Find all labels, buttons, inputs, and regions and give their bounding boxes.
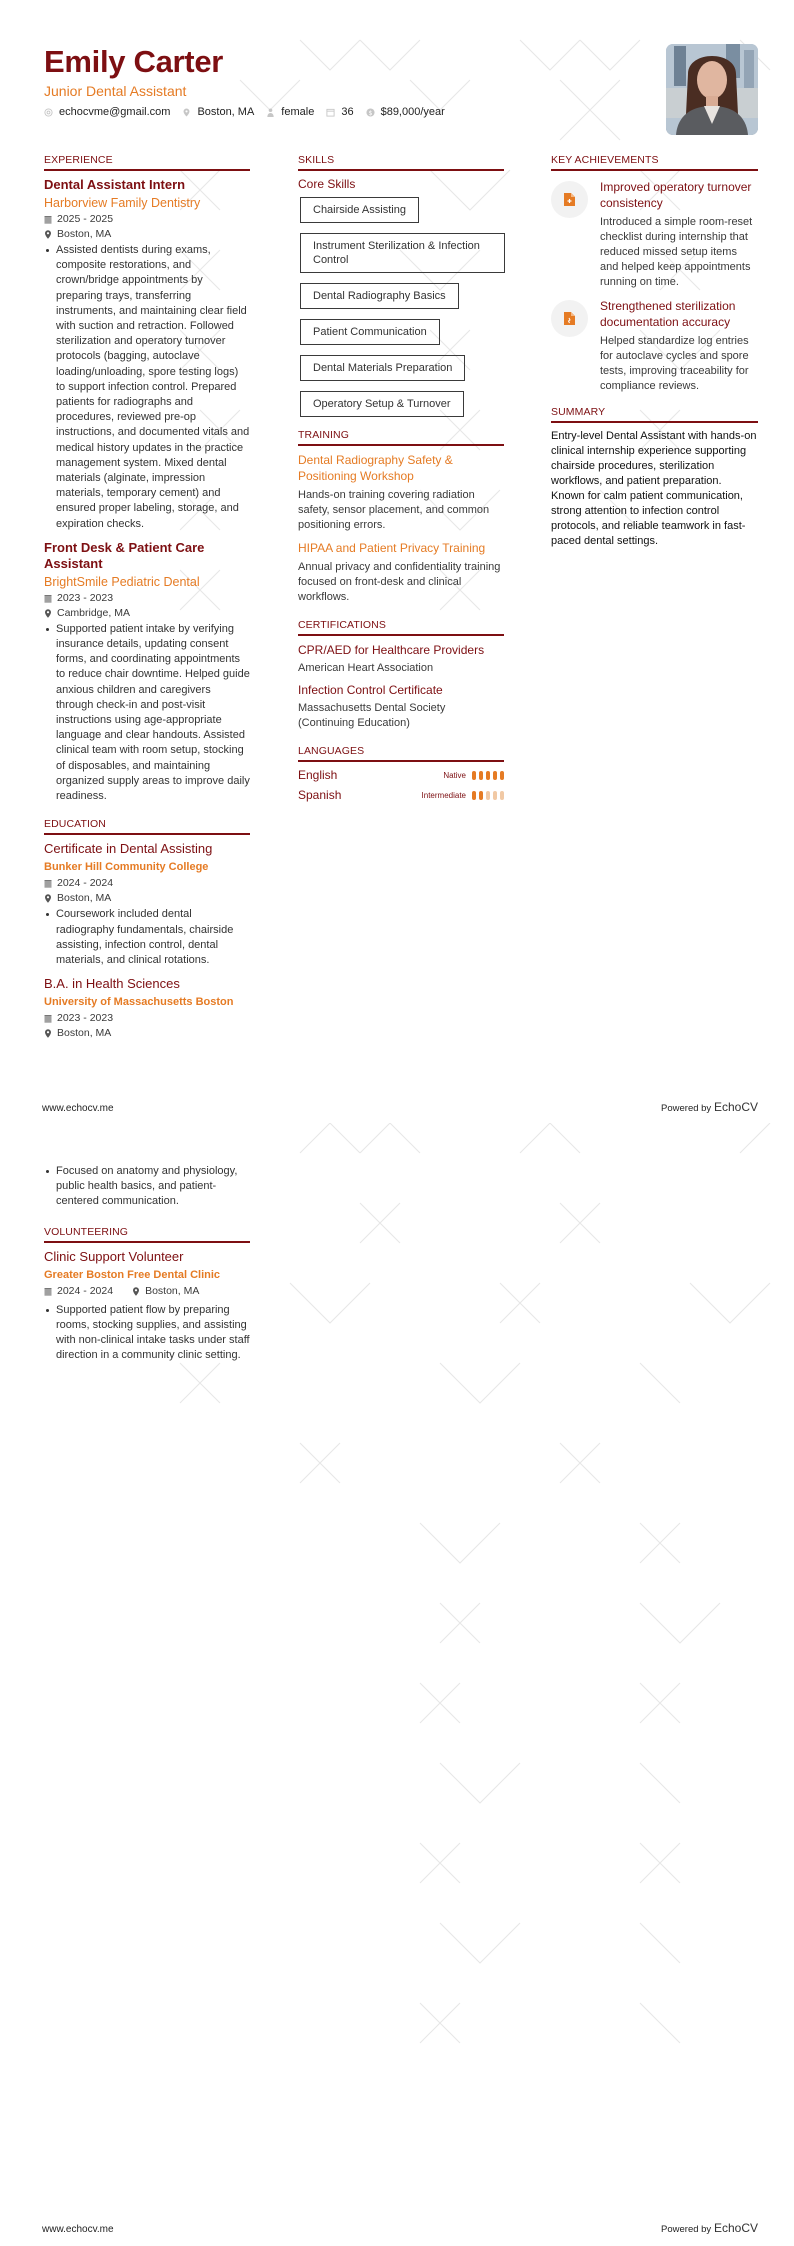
- experience-item: [44, 177, 250, 532]
- section-heading-education: EDUCATION: [44, 818, 250, 835]
- skill-chip: Patient Communication: [300, 319, 440, 345]
- volunteering-section: [44, 1226, 250, 1364]
- file-medical-icon: [564, 312, 575, 325]
- training-description: Hands-on training covering radiation safety, sensor placement, and common positioning errors.: [298, 489, 490, 531]
- website-link[interactable]: www.echocv.me: [42, 2224, 114, 2235]
- contact-location: Boston, MA: [182, 106, 254, 118]
- page-footer: [42, 1100, 758, 1114]
- map-pin-icon: [44, 609, 52, 618]
- certification-issuer: Massachusetts Dental Society (Continuing Education): [298, 702, 446, 729]
- section-heading-achievements: KEY ACHIEVEMENTS: [551, 154, 758, 171]
- certifications-section: [298, 619, 504, 731]
- file-plus-icon: [564, 193, 575, 206]
- education-location: Boston, MA: [44, 1026, 250, 1041]
- achievement-item: [551, 298, 758, 394]
- skills-section: [298, 154, 504, 427]
- certification-item: [298, 682, 504, 731]
- job-bullets: [44, 622, 250, 804]
- language-name: English: [298, 768, 338, 782]
- volunteer-bullets: [44, 1303, 250, 1364]
- left-column: [44, 154, 250, 1049]
- degree-title: Certificate in Dental Assisting: [44, 841, 213, 857]
- certification-item: [298, 642, 504, 676]
- language-rating: [472, 791, 504, 800]
- bullet-item: Assisted dentists during exams, composite restorations, and crown/bridge appointments by preparing trays, transferring instruments, and maintaining clear field with suction and retraction. Followed sterilization and operatory turnover protocols (bagging, autoclave loading/unloading, spore testing logs) to support infection control. Prepared patients for radiographs and procedures, reviewed pre-op instructions, and documented vitals and medical history updates in the practice management system. Mixed dental materials (alginate, impression materials, temporary cement) and ensured proper labeling, storage, and expiration checks.: [44, 243, 250, 532]
- summary-section: [551, 406, 758, 549]
- calendar-icon: [326, 108, 335, 117]
- map-pin-icon: [44, 894, 52, 903]
- education-item: [44, 976, 250, 1041]
- language-item: [298, 768, 504, 782]
- training-section: [298, 429, 504, 605]
- section-heading-certifications: CERTIFICATIONS: [298, 619, 504, 636]
- skill-chip: Dental Radiography Basics: [300, 283, 459, 309]
- job-title: Front Desk & Patient Care Assistant: [44, 539, 205, 571]
- calendar-icon: [44, 215, 52, 224]
- company-name: BrightSmile Pediatric Dental: [44, 574, 200, 589]
- resume-page-2: [0, 1123, 794, 2246]
- volunteer-org: Greater Boston Free Dental Clinic: [44, 1268, 221, 1281]
- map-pin-icon: [44, 1029, 52, 1038]
- dollar-circle-icon: [366, 108, 375, 117]
- contact-age: 36: [326, 106, 353, 118]
- achievement-title: Improved operatory turnover consistency: [600, 180, 752, 210]
- contact-salary: $ $89,000/year: [366, 106, 445, 118]
- brand-logo[interactable]: EchoCV: [713, 2221, 758, 2235]
- language-level: Intermediate: [421, 790, 466, 800]
- achievement-item: [551, 179, 758, 290]
- bullet-item: Supported patient flow by preparing rooms, stocking supplies, and assisting with non-clinical intake tasks under staff direction in a community clinic setting.: [44, 1303, 250, 1364]
- at-icon: [44, 108, 53, 117]
- bullet-item: Supported patient intake by verifying insurance details, updating consent forms, and coordinating appointments to reduce chair downtime. Helped guide anxious children and caregivers through check-in and post-visit instructions using age-appropriate language and clear handouts. Assisted clinical team with room setup, stocking of disposables, and maintaining organized supply areas to improve daily readiness.: [44, 622, 250, 804]
- svg-text:$: $: [368, 109, 373, 117]
- volunteer-role: Clinic Support Volunteer: [44, 1248, 184, 1264]
- achievement-description: Helped standardize log entries for autoclave cycles and spore tests, improving traceability for compliance reviews.: [600, 335, 749, 392]
- left-column-continued: [44, 1163, 250, 1371]
- skill-chip: Operatory Setup & Turnover: [300, 391, 464, 417]
- education-dates: 2024 - 2024: [44, 876, 250, 891]
- job-location: Boston, MA: [44, 227, 250, 242]
- company-name: Harborview Family Dentistry: [44, 196, 201, 210]
- powered-by: Powered by EchoCV: [661, 2221, 758, 2235]
- skill-chip: Chairside Assisting: [300, 197, 419, 223]
- education-location: Boston, MA: [44, 891, 250, 906]
- website-link[interactable]: www.echocv.me: [42, 1103, 114, 1114]
- section-heading-languages: LANGUAGES: [298, 745, 504, 762]
- brand-logo[interactable]: EchoCV: [713, 1100, 758, 1114]
- job-location: Cambridge, MA: [44, 606, 250, 621]
- volunteer-dates-location: 2024 - 2024 Boston, MA: [44, 1284, 250, 1299]
- training-item: [298, 540, 504, 605]
- certification-title: Infection Control Certificate: [298, 683, 443, 697]
- skills-list: [298, 197, 504, 427]
- contact-gender: female: [266, 106, 314, 118]
- skill-chip: Instrument Sterilization & Infection Control: [300, 233, 505, 273]
- calendar-icon: [44, 594, 52, 603]
- person-icon: [266, 108, 275, 117]
- certification-title: CPR/AED for Healthcare Providers: [298, 643, 485, 657]
- achievement-description: Introduced a simple room-reset checklist during internship that reduced missed setup items and helped keep appointments running on time.: [600, 216, 753, 288]
- calendar-icon: [44, 879, 52, 888]
- school-name: Bunker Hill Community College: [44, 861, 209, 874]
- training-description: Annual privacy and confidentiality training focused on front-desk and clinical workflows.: [298, 561, 501, 603]
- bullet-item: Coursework included dental radiography fundamentals, chairside assisting, infection control, dental materials, and clinical rotations.: [44, 907, 250, 968]
- language-level: Native: [443, 770, 466, 780]
- achievement-title: Strengthened sterilization documentation accuracy: [600, 299, 736, 329]
- candidate-title: Junior Dental Assistant: [44, 83, 187, 99]
- page-footer: [42, 2221, 758, 2235]
- languages-section: [298, 745, 504, 802]
- section-heading-summary: SUMMARY: [551, 406, 758, 423]
- section-heading-skills: SKILLS: [298, 154, 504, 171]
- powered-by: Powered by EchoCV: [661, 1100, 758, 1114]
- bullet-item: Focused on anatomy and physiology, public health basics, and patient-centered communication.: [44, 1164, 250, 1210]
- language-name: Spanish: [298, 788, 342, 802]
- language-rating: [472, 771, 504, 780]
- experience-section: [44, 154, 250, 804]
- candidate-name: Emily Carter: [44, 44, 224, 79]
- skill-chip: Dental Materials Preparation: [300, 355, 465, 381]
- degree-title: B.A. in Health Sciences: [44, 976, 180, 992]
- training-title: Dental Radiography Safety & Positioning Workshop: [298, 453, 453, 483]
- section-heading-volunteering: VOLUNTEERING: [44, 1226, 250, 1243]
- profile-photo: [666, 44, 758, 135]
- volunteering-item: [44, 1249, 250, 1364]
- calendar-icon: [44, 1014, 52, 1023]
- map-pin-icon: [132, 1287, 140, 1296]
- education-section: [44, 818, 250, 1041]
- job-dates: 2025 - 2025: [44, 212, 250, 227]
- middle-column: [298, 154, 504, 808]
- training-title: HIPAA and Patient Privacy Training: [298, 541, 486, 555]
- job-title: Dental Assistant Intern: [44, 177, 186, 192]
- job-dates: 2023 - 2023: [44, 591, 250, 606]
- section-heading-training: TRAINING: [298, 429, 504, 446]
- calendar-icon: [44, 1287, 52, 1296]
- education-dates: 2023 - 2023: [44, 1011, 250, 1026]
- education-bullets: [44, 907, 250, 968]
- right-column: [551, 154, 758, 549]
- training-item: [298, 452, 504, 533]
- job-bullets: [44, 243, 250, 532]
- portrait-image: [666, 44, 758, 135]
- summary-text: Entry-level Dental Assistant with hands-on clinical internship experience supporting chairside procedures, sterilization workflows, and patient preparation. Known for calm patient communication, strong attention to infection control protocols, and reliable teamwork in fast-paced dental settings.: [551, 430, 757, 547]
- contact-email[interactable]: echocvme@gmail.com: [44, 106, 170, 118]
- skills-group-title: Core Skills: [298, 177, 356, 191]
- language-item: [298, 788, 504, 802]
- education-bullets: [44, 1164, 250, 1210]
- school-name: University of Massachusetts Boston: [44, 996, 234, 1009]
- map-pin-icon: [182, 108, 191, 117]
- experience-item: [44, 540, 250, 804]
- education-item: [44, 841, 250, 968]
- section-heading-experience: EXPERIENCE: [44, 154, 250, 171]
- map-pin-icon: [44, 230, 52, 239]
- certification-issuer: American Heart Association: [298, 662, 434, 674]
- achievements-section: [551, 154, 758, 394]
